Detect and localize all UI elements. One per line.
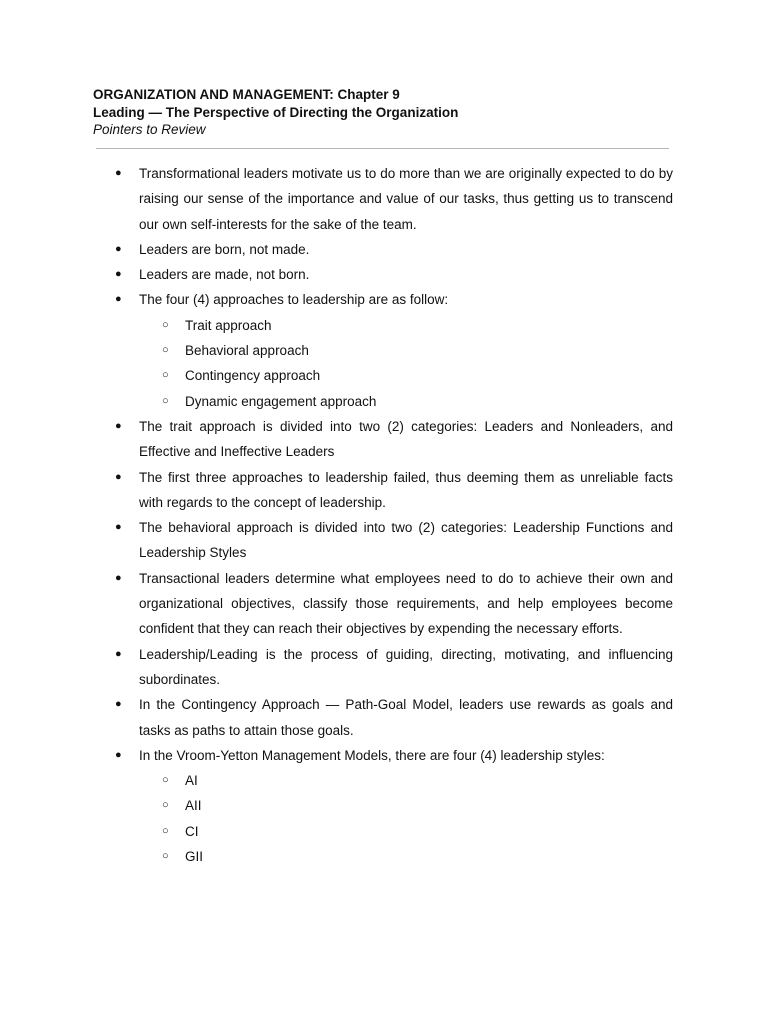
list-item-text: In the Contingency Approach — Path-Goal Model, leaders use rewards as goals and tasks as paths to attain those goals. <box>139 697 673 738</box>
sub-bullet-circle: ○ <box>162 394 169 407</box>
list-item <box>0 465 768 516</box>
document-note: Pointers to Review <box>93 122 206 137</box>
bullet-dot: ● <box>115 698 122 711</box>
sub-list-item-text: CI <box>185 823 199 839</box>
list-item-text: Leaders are made, not born. <box>139 267 310 283</box>
sub-list-item-text: AI <box>185 773 198 789</box>
sub-list-item <box>139 844 673 869</box>
sub-list-item <box>139 793 673 818</box>
bullet-dot: ● <box>115 647 122 660</box>
list-item <box>0 692 768 743</box>
sub-list <box>139 313 673 414</box>
list-item <box>0 642 768 693</box>
bullet-dot: ● <box>115 419 122 432</box>
list-item-text: The four (4) approaches to leadership are as follow: <box>139 292 449 308</box>
sub-list <box>139 768 673 869</box>
document-subtitle: Leading — The Perspective of Directing the Organization <box>93 104 459 120</box>
sub-list-item <box>139 363 673 388</box>
list-item <box>0 237 768 262</box>
document-title: ORGANIZATION AND MANAGEMENT: Chapter 9 <box>93 87 400 102</box>
sub-bullet-circle: ○ <box>162 774 169 787</box>
sub-bullet-circle: ○ <box>162 799 169 812</box>
list-item <box>0 161 768 237</box>
sub-list-item <box>139 338 673 363</box>
bullet-dot: ● <box>115 167 122 179</box>
list-item-text: The trait approach is divided into two (2) categories: Leaders and Nonleaders, and Effective and Ineffective Leaders <box>139 418 673 460</box>
pointers-list-container <box>0 161 768 869</box>
sub-bullet-circle: ○ <box>162 824 169 837</box>
sub-bullet-circle: ○ <box>162 369 169 382</box>
sub-list-item <box>139 819 673 844</box>
list-item-text: Transactional leaders determine what employees need to do to achieve their own and organizational objectives, classify those requirements, and help employees become confident that they can reach their objectives by expending the necessary efforts. <box>139 570 673 637</box>
bullet-dot: ● <box>115 242 122 255</box>
sub-list-item-text: Contingency approach <box>185 368 321 384</box>
list-item <box>0 566 768 642</box>
list-item-text: Leaders are born, not made. <box>139 241 310 257</box>
list-item-text: Leadership/Leading is the process of guiding, directing, motivating, and influencing subordinates. <box>139 646 673 687</box>
sub-bullet-circle: ○ <box>162 318 169 331</box>
pointers-list <box>0 161 768 869</box>
sub-bullet-circle: ○ <box>162 850 169 863</box>
list-item-text: The first three approaches to leadership failed, thus deeming them as unreliable facts with regards to the concept of leadership. <box>139 469 673 510</box>
list-item <box>0 262 768 287</box>
sub-list-item-text: Dynamic engagement approach <box>185 393 377 409</box>
bullet-dot: ● <box>115 268 122 281</box>
list-item <box>0 515 768 566</box>
bullet-dot: ● <box>115 571 122 584</box>
sub-list-item-text: Trait approach <box>185 317 272 333</box>
sub-bullet-circle: ○ <box>162 344 169 357</box>
bullet-dot: ● <box>115 293 122 306</box>
list-item <box>0 743 768 869</box>
bullet-dot: ● <box>115 470 122 483</box>
sub-list-item-text: GII <box>185 849 204 865</box>
list-item-text: Transformational leaders motivate us to do more than we are originally expected to do by raising our sense of the importance and value of our tasks, thus getting us to transcend our own self-interests for the sake of the team. <box>139 166 673 232</box>
sub-list-item <box>139 768 673 793</box>
sub-list-item-text: AII <box>185 798 202 814</box>
sub-list-item <box>139 389 673 414</box>
list-item <box>0 414 768 465</box>
document-header <box>93 86 673 139</box>
list-item-text: The behavioral approach is divided into two (2) categories: Leadership Functions and Leadership Styles <box>139 520 673 561</box>
bullet-dot: ● <box>115 521 122 534</box>
sub-list-item <box>139 313 673 338</box>
list-item <box>0 287 768 413</box>
bullet-dot: ● <box>115 748 122 761</box>
sub-list-item-text: Behavioral approach <box>185 343 309 359</box>
header-divider <box>96 148 669 149</box>
list-item-text: In the Vroom-Yetton Management Models, there are four (4) leadership styles: <box>139 747 605 763</box>
